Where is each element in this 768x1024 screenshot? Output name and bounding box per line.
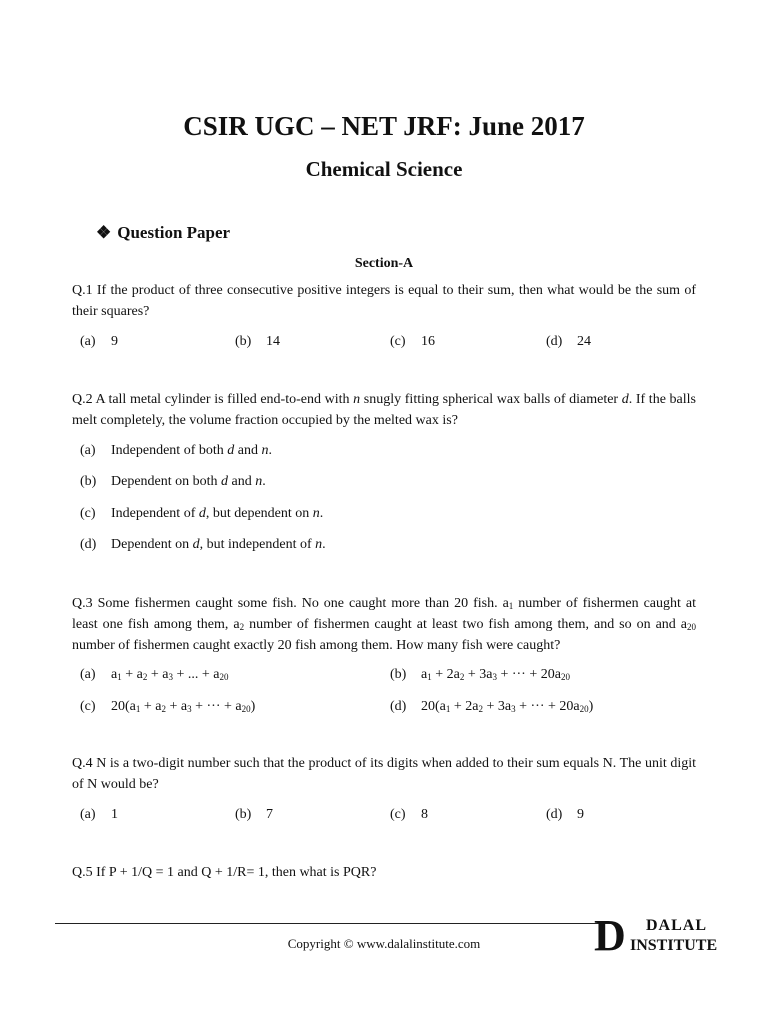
option-text: , but independent of <box>199 537 316 552</box>
question-1-option-a <box>80 332 118 352</box>
option-text: Independent of both <box>111 443 228 458</box>
option-text: . <box>319 506 324 521</box>
option-text: $a_1 + a_2 + a_3$ + ... + $a_{20}$ <box>111 667 229 682</box>
question-3-option-a <box>80 665 228 685</box>
option-label: (b) <box>80 474 97 489</box>
section-label: Section-A <box>354 256 414 271</box>
dalal-logo-letter: D <box>594 911 626 960</box>
question-4-option-a <box>80 805 118 825</box>
question-3-text-part: number of fishermen caught exactly 20 fish among them. How many fish were caught? <box>72 638 561 653</box>
question-3-option-c <box>80 697 255 717</box>
dalal-logo-line2: INSTITUTE <box>630 937 718 954</box>
option-text: 24 <box>577 334 591 349</box>
question-2-option-a <box>80 441 272 461</box>
option-text: 8 <box>421 807 428 822</box>
question-1-option-c <box>390 332 435 352</box>
option-label: (d) <box>546 807 563 822</box>
option-var: n <box>261 443 269 458</box>
option-label: (a) <box>80 807 96 822</box>
option-label: (b) <box>235 807 252 822</box>
option-label: (d) <box>546 334 563 349</box>
option-label: (c) <box>390 807 406 822</box>
option-text: , but dependent on <box>205 506 313 521</box>
question-paper-heading <box>96 221 230 245</box>
option-text: . <box>322 537 326 552</box>
question-2-var-d: d <box>621 392 629 407</box>
question-2-option-b <box>80 472 266 492</box>
option-text: and <box>234 443 262 458</box>
dalal-logo-line1: DALAL <box>646 917 708 934</box>
subscript: 2 <box>239 622 245 632</box>
option-text: . <box>268 443 272 458</box>
option-label: (a) <box>80 334 96 349</box>
question-3-text-part: number of fishermen caught at least two fish among them, and so on and a <box>244 617 687 632</box>
question-3-option-d <box>390 697 593 717</box>
option-var: d <box>198 506 206 521</box>
question-4-option-d <box>546 805 584 825</box>
option-label: (c) <box>390 334 406 349</box>
question-5-text: Q.5 If P + 1/Q = 1 and Q + 1/R= 1, then what is PQR? <box>72 865 377 880</box>
option-label: (b) <box>390 667 407 682</box>
question-3-text <box>72 593 696 656</box>
page-subtitle: Chemical Science <box>305 157 463 181</box>
copyright-text: Copyright © www.dalalinstitute.com <box>287 936 481 951</box>
question-2-text-part: snugly fitting spherical wax balls of diameter <box>360 392 622 407</box>
option-text: and <box>228 474 256 489</box>
question-2-option-c <box>80 504 323 524</box>
option-text: . <box>262 474 266 489</box>
question-2-option-d <box>80 535 326 555</box>
subscript: 20 <box>687 622 696 632</box>
option-var: n <box>255 474 263 489</box>
option-var: n <box>315 537 323 552</box>
option-var: d <box>192 537 200 552</box>
option-text: $20(a_1 + a_2 + a_3$ + ··· + $a_{20}$) <box>111 699 256 714</box>
subscript: 1 <box>508 601 514 611</box>
question-2-text-part: . If the balls melt completely, the volume fraction occupied by the melted wax is? <box>72 392 696 428</box>
question-3-text-part: Q.3 Some fishermen caught some fish. No one caught more than 20 fish. a <box>72 596 509 611</box>
question-3-option-b <box>390 665 570 685</box>
page-title: CSIR UGC – NET JRF: June 2017 <box>183 111 585 141</box>
option-label: (c) <box>80 699 96 714</box>
question-1-option-d <box>546 332 591 352</box>
diamond-bullet-icon: ❖ <box>96 223 112 242</box>
question-1-option-b <box>235 332 280 352</box>
option-label: (d) <box>390 699 407 714</box>
option-text: 1 <box>111 807 118 822</box>
option-label: (a) <box>80 443 96 458</box>
option-text: 7 <box>266 807 273 822</box>
question-2-var-n: n <box>353 392 361 407</box>
question-2-text-part: Q.2 A tall metal cylinder is filled end-to-end with <box>72 392 354 407</box>
option-label: (c) <box>80 506 96 521</box>
option-text: Dependent on <box>111 537 193 552</box>
question-paper-heading-label: Question Paper <box>117 223 231 242</box>
option-var: n <box>312 506 320 521</box>
option-text: $20(a_1 + 2a_2 + 3a_3$ + ··· + $20a_{20}$) <box>421 699 594 714</box>
option-text: 16 <box>421 334 435 349</box>
option-var: d <box>227 443 235 458</box>
footer-divider <box>55 923 613 924</box>
question-2-text <box>72 389 696 431</box>
question-3-text-part: number of fishermen caught at least one fish among them, a <box>72 596 696 632</box>
question-4-text: Q.4 N is a two-digit number such that the product of its digits when added to their sum equals N. The unit digit of N would be? <box>72 756 696 792</box>
option-label: (d) <box>80 537 97 552</box>
question-4-option-b <box>235 805 273 825</box>
option-var: d <box>221 474 229 489</box>
option-text: Independent of <box>111 506 199 521</box>
option-text: $a_1 + 2a_2 + 3a_3$ + ··· + $20a_{20}$ <box>421 667 570 682</box>
question-1-text: Q.1 If the product of three consecutive positive integers is equal to their sum, then what would be the sum of their squares? <box>72 283 696 319</box>
option-label: (a) <box>80 667 96 682</box>
question-4-option-c <box>390 805 428 825</box>
option-text: Dependent on both <box>111 474 222 489</box>
option-text: 14 <box>266 334 280 349</box>
option-label: (b) <box>235 334 252 349</box>
option-text: 9 <box>111 334 118 349</box>
option-text: 9 <box>577 807 584 822</box>
